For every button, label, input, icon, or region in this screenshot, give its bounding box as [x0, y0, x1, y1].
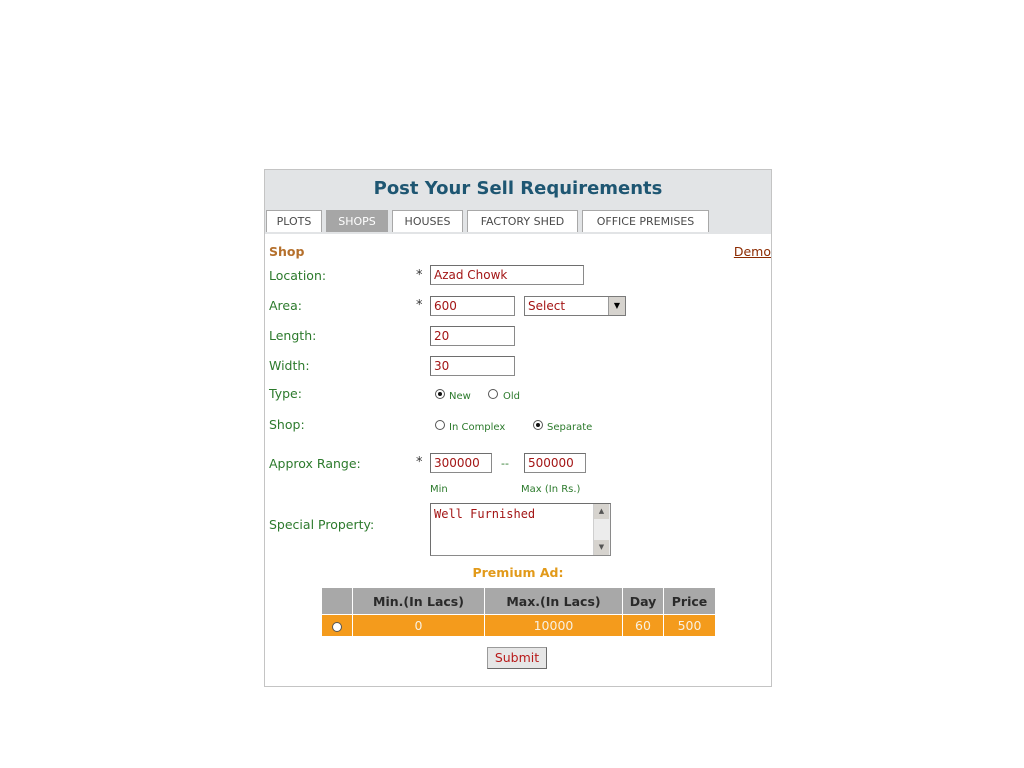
special-property-textarea[interactable]	[430, 503, 611, 556]
special-property-value: Well Furnished	[434, 507, 536, 521]
table-cell-day: 60	[623, 615, 663, 636]
tab-shops[interactable]: SHOPS	[326, 210, 388, 232]
type-new-radio[interactable]	[435, 389, 445, 399]
tab-factory-shed[interactable]: FACTORY SHED	[467, 210, 578, 232]
range-max-input[interactable]: 500000	[524, 453, 586, 473]
width-label: Width:	[269, 358, 310, 373]
submit-button[interactable]: Submit	[487, 647, 547, 669]
required-mark: *	[416, 298, 423, 313]
shop-in-complex-label: In Complex	[449, 422, 506, 433]
demo-link[interactable]: Demo	[733, 244, 771, 259]
range-label: Approx Range:	[269, 456, 361, 471]
area-label: Area:	[269, 298, 302, 313]
type-old-label: Old	[503, 391, 520, 402]
type-label: Type:	[269, 386, 302, 401]
area-input[interactable]: 600	[430, 296, 515, 316]
shop-separate-radio[interactable]	[533, 420, 543, 430]
tab-houses[interactable]: HOUSES	[392, 210, 463, 232]
textarea-scrollbar[interactable]	[593, 504, 610, 555]
panel-header	[265, 170, 771, 234]
length-input[interactable]: 20	[430, 326, 515, 346]
area-unit-select[interactable]	[524, 296, 626, 316]
tab-office-premises[interactable]: OFFICE PREMISES	[582, 210, 709, 232]
table-header-max: Max.(In Lacs)	[485, 588, 622, 614]
table-header-select	[322, 588, 352, 614]
table-cell-max: 10000	[485, 615, 622, 636]
premium-select-radio[interactable]	[332, 622, 342, 632]
special-property-label: Special Property:	[269, 517, 375, 532]
table-row	[322, 615, 715, 636]
range-min-input[interactable]: 300000	[430, 453, 492, 473]
area-unit-value: Select	[528, 299, 566, 313]
required-mark: *	[416, 455, 423, 470]
tab-plots[interactable]: PLOTS	[266, 210, 322, 232]
location-input[interactable]: Azad Chowk	[430, 265, 584, 285]
table-header-price: Price	[664, 588, 715, 614]
range-min-caption: Min	[430, 484, 448, 495]
range-separator: --	[501, 457, 509, 470]
table-cell-min: 0	[353, 615, 484, 636]
location-label: Location:	[269, 268, 327, 283]
range-max-caption: Max (In Rs.)	[521, 484, 581, 495]
page-title: Post Your Sell Requirements	[373, 178, 663, 199]
scroll-down-icon[interactable]: ▼	[594, 540, 609, 555]
required-mark: *	[416, 268, 423, 283]
chevron-down-icon[interactable]: ▼	[608, 297, 625, 315]
premium-ad-title: Premium Ad:	[472, 565, 564, 580]
table-cell-price: 500	[664, 615, 715, 636]
shop-label: Shop:	[269, 417, 305, 432]
type-new-label: New	[449, 391, 471, 402]
type-old-radio[interactable]	[488, 389, 498, 399]
table-header-row	[322, 588, 715, 614]
shop-in-complex-radio[interactable]	[435, 420, 445, 430]
width-input[interactable]: 30	[430, 356, 515, 376]
shop-separate-label: Separate	[547, 422, 593, 433]
section-title: Shop	[269, 244, 305, 259]
scroll-up-icon[interactable]: ▲	[594, 504, 609, 519]
sell-requirements-panel	[264, 169, 772, 687]
table-row-select-cell	[322, 615, 352, 636]
table-header-min: Min.(In Lacs)	[353, 588, 484, 614]
premium-table	[321, 587, 716, 637]
table-header-day: Day	[623, 588, 663, 614]
length-label: Length:	[269, 328, 317, 343]
